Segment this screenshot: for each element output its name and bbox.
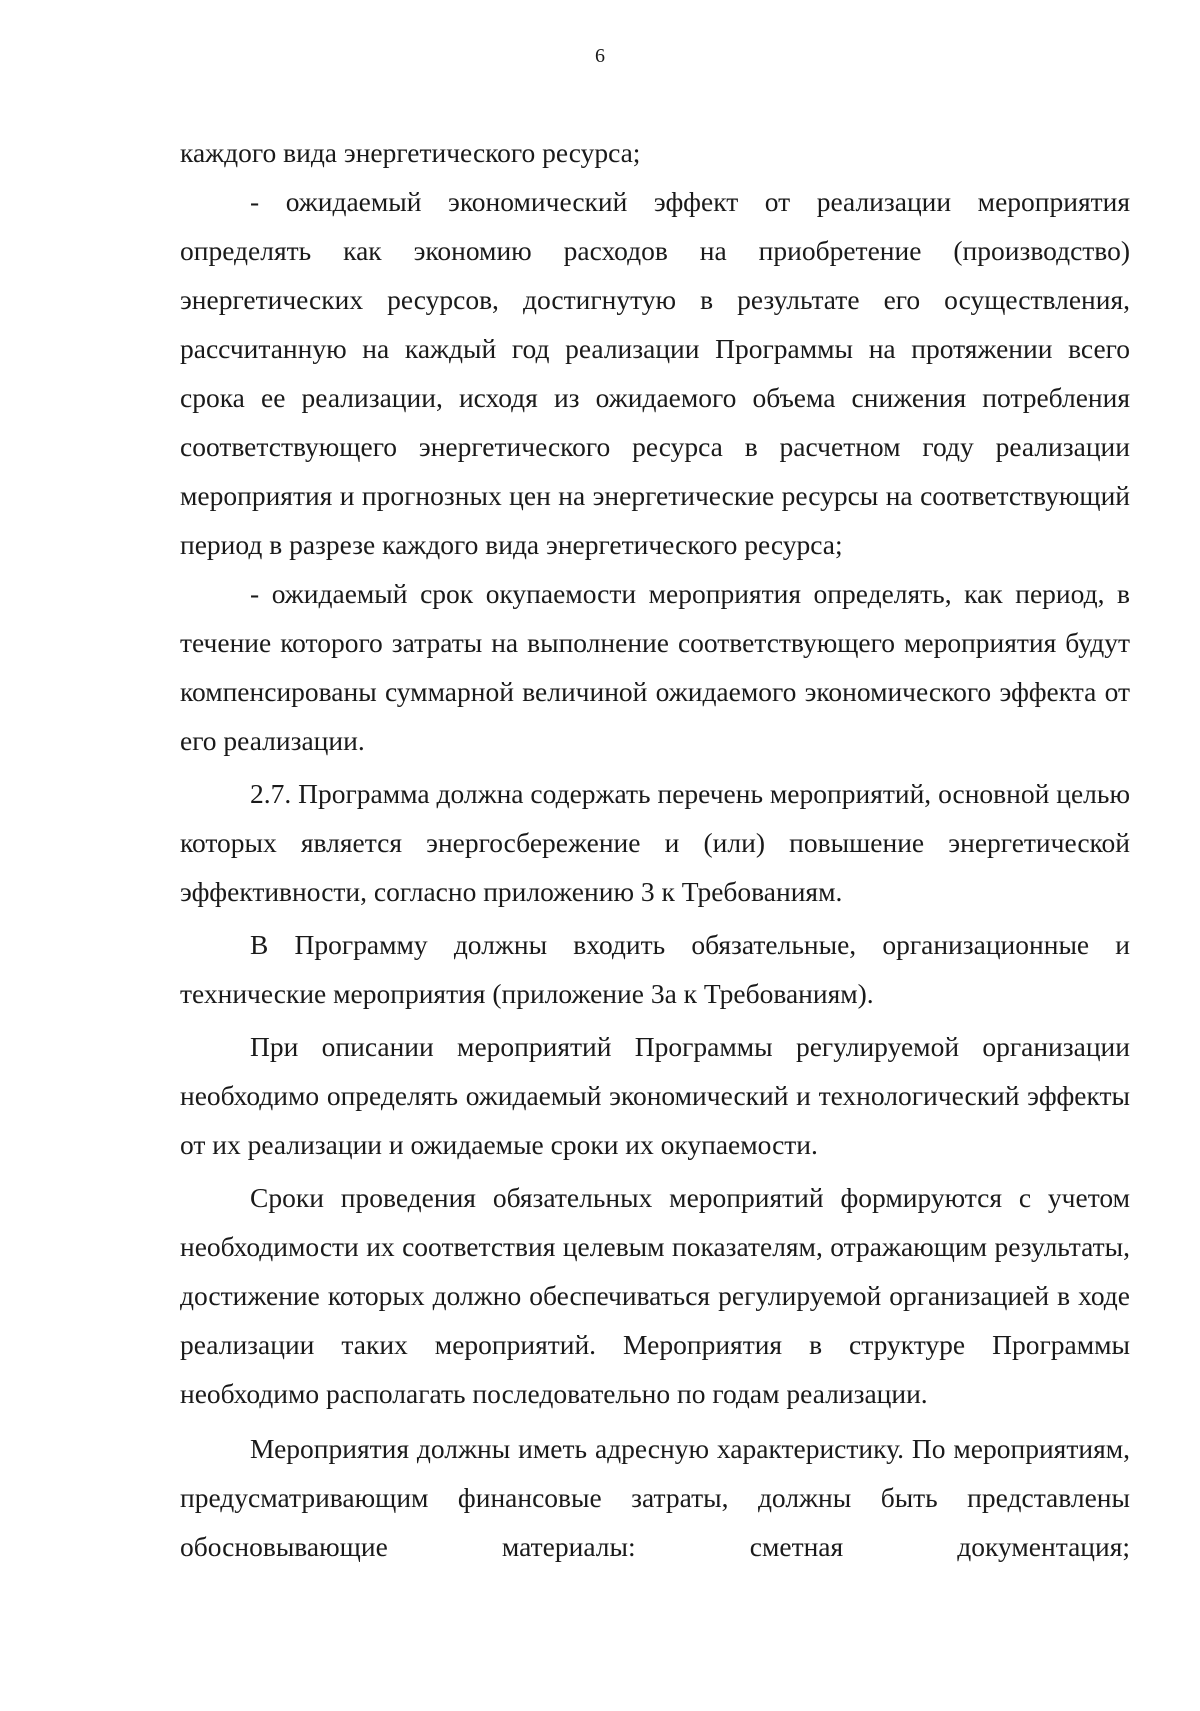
document-body [180,128,1130,1571]
paragraph-payback-period: - ожидаемый срок окупаемости мероприятия определять, как период, в течение которого затраты на выполнение соответствующего мероприятия будут компенсированы суммарной величиной ожидаемого экономического эффекта от его реализации. [180,578,1130,756]
paragraph-continuation: каждого вида энергетического ресурса; [180,137,641,168]
paragraph-deadlines: Сроки проведения обязательных мероприятий формируются с учетом необходимости их соответствия целевым показателям, отражающим результаты, достижение которых должно обеспечиваться регулируемой организацией в ходе реализации таких мероприятий. Мероприятия в структуре Программы необходимо располагать последовательно по годам реализации. [180,1182,1130,1409]
paragraph-program-composition: В Программу должны входить обязательные, организационные и технические мероприятия (приложение 3а к Требованиям). [180,929,1130,1009]
paragraph-2-7: 2.7. Программа должна содержать перечень мероприятий, основной целью которых является энергосбережение и (или) повышение энергетической эффективности, согласно приложению 3 к Требованиям. [180,778,1130,907]
paragraph-economic-effect: - ожидаемый экономический эффект от реализации мероприятия определять как экономию расходов на приобретение (производство) энергетических ресурсов, достигнутую в результате его осуществления, рассчитанную на каждый год реализации Программы на протяжении всего срока ее реализации, исходя из ожидаемого объема снижения потребления соответствующего энергетического ресурса в расчетном году реализации мероприятия и прогнозных цен на энергетические ресурсы на соответствующий период в разрезе каждого вида энергетического ресурса; [180,186,1130,560]
page-number: 6 [595,45,605,67]
paragraph-address-characteristic: Мероприятия должны иметь адресную характеристику. По мероприятиям, предусматривающим финансовые затраты, должны быть представлены обосновывающие материалы: сметная документация; [180,1433,1130,1562]
paragraph-description-effects: При описании мероприятий Программы регулируемой организации необходимо определять ожидаемый экономический и технологический эффекты от их реализации и ожидаемые сроки их окупаемости. [180,1031,1130,1160]
